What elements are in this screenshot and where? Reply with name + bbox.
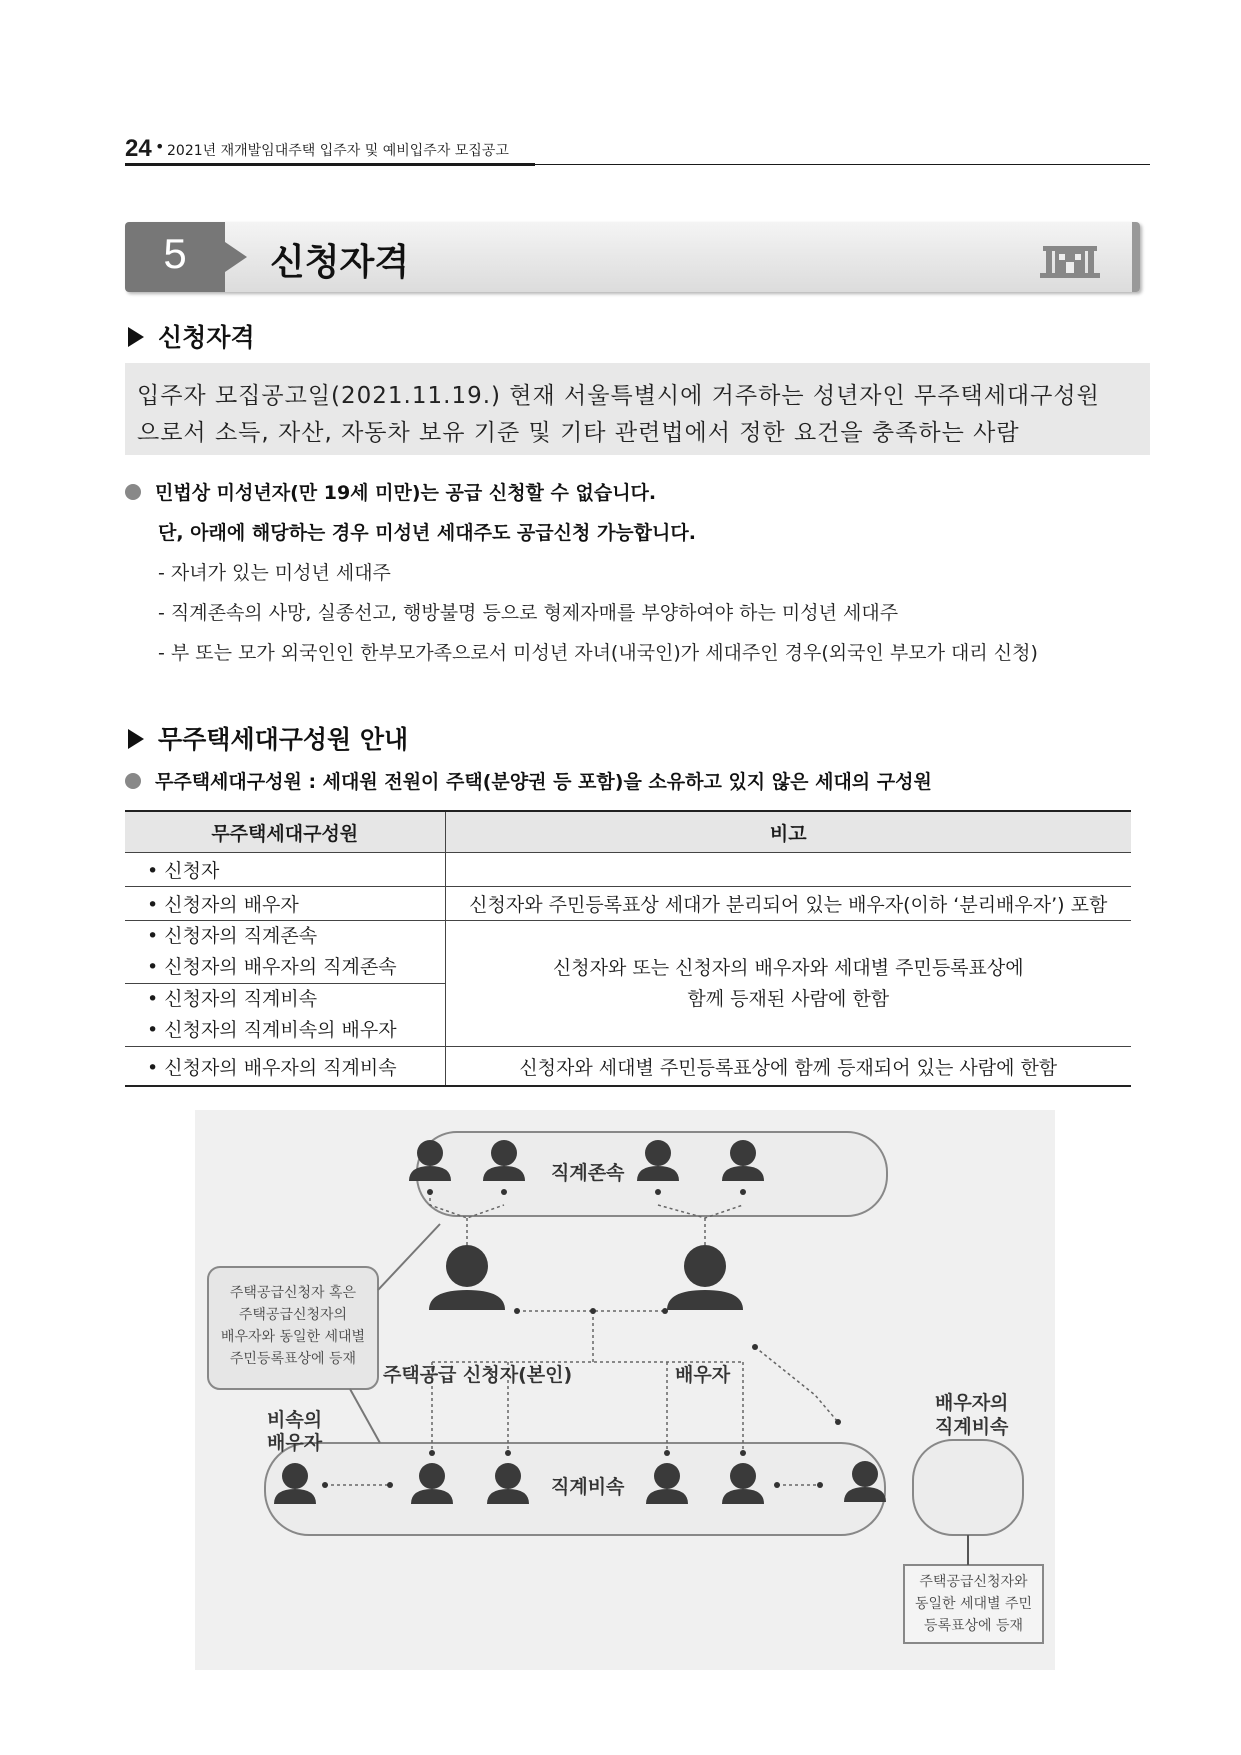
notice-exception: 단, 아래에 해당하는 경우 미성년 세대주도 공급신청 가능합니다. (158, 522, 696, 544)
qualification-line-2: 으로서 소득, 자산, 자동차 보유 기준 및 기타 관련법에서 정한 요건을 충족하는 사람 (137, 420, 1020, 446)
exception-item-1: - 자녀가 있는 미성년 세대주 (158, 562, 391, 584)
table-cell: • 신청자의 직계비속 • 신청자의 직계비속의 배우자 (125, 984, 445, 1047)
applicant-label: 주택공급 신청자(본인) (383, 1364, 573, 1386)
note-left: 주택공급신청자 혹은 주택공급신청자의 배우자와 동일한 세대별 주민등록표상에 등재 (220, 1285, 366, 1367)
separator-dot: • (155, 137, 165, 156)
building-icon (1040, 240, 1100, 278)
header-rule-thick (125, 163, 535, 166)
spouse-person-icon (667, 1245, 743, 1310)
family-diagram (195, 1110, 1055, 1670)
table-cell (445, 853, 1131, 887)
applicant-person-icon (429, 1245, 505, 1310)
household-definition: 무주택세대구성원 : 세대원 전원이 주택(분양권 등 포함)을 소유하고 있지 않은 세대의 구성원 (125, 767, 932, 794)
banner-arrow-icon (225, 242, 247, 272)
circle-bullet-icon (125, 484, 141, 500)
table-cell: • 신청자의 배우자 (125, 887, 445, 921)
triangle-bullet-icon (128, 327, 144, 347)
table-cell: 신청자와 주민등록표상 세대가 분리되어 있는 배우자(이하 ‘분리배우자’) 포함 (445, 887, 1131, 921)
document-title: 2021년 재개발임대주택 입주자 및 예비입주자 모집공고 (167, 143, 509, 159)
descendant-spouse-label-1: 비속의 (267, 1409, 323, 1431)
table-header-row (125, 811, 1131, 853)
household-table (125, 810, 1131, 1087)
qualification-box (125, 363, 1150, 455)
notice-minor: 민법상 미성년자(만 19세 미만)는 공급 신청할 수 없습니다. (125, 478, 656, 505)
column-header: 무주택세대구성원 (125, 811, 445, 853)
table-cell: • 신청자의 직계존속 • 신청자의 배우자의 직계존속 (125, 921, 445, 984)
household-heading: 무주택세대구성원 안내 (128, 720, 408, 756)
table-row (125, 921, 1131, 984)
qualification-line-1: 입주자 모집공고일(2021.11.19.) 현재 서울특별시에 거주하는 성년자인 무주택세대구성원 (137, 383, 1100, 409)
section-number-box (125, 222, 225, 292)
section-title: 신청자격 (270, 242, 410, 283)
descendant-spouse-label-2: 배우자 (267, 1432, 323, 1454)
descendants-label: 직계비속 (551, 1476, 625, 1498)
header-rule-thin (535, 164, 1150, 165)
circle-bullet-icon (125, 773, 141, 789)
running-header (125, 130, 1150, 166)
exception-item-2: - 직계존속의 사망, 실종선고, 행방불명 등으로 형제자매를 부양하여야 하는 미성년 세대주 (158, 602, 899, 624)
section-banner (125, 222, 1140, 292)
table-row (125, 853, 1131, 887)
table-cell: • 신청자의 배우자의 직계비속 (125, 1047, 445, 1087)
table-row (125, 887, 1131, 921)
spouse-descendant-label-1: 배우자의 (935, 1392, 1009, 1414)
qualification-heading: 신청자격 (128, 318, 255, 354)
table-cell-merged: 신청자와 또는 신청자의 배우자와 세대별 주민등록표상에 함께 등재된 사람에 한함 (445, 921, 1131, 1047)
column-header: 비고 (445, 811, 1131, 853)
ascendants-label: 직계존속 (551, 1162, 625, 1184)
spouse-descendant-box (913, 1440, 1023, 1535)
note-right: 주택공급신청자와 동일한 세대별 주민 등록표상에 등재 (914, 1574, 1033, 1634)
exception-item-3: - 부 또는 모가 외국인인 한부모가족으로서 미성년 자녀(내국인)가 세대주인 경우(외국인 부모가 대리 신청) (158, 642, 1038, 664)
table-row (125, 1047, 1131, 1087)
triangle-bullet-icon (128, 729, 144, 749)
table-cell: • 신청자 (125, 853, 445, 887)
section-number: 5 (163, 230, 187, 277)
spouse-label: 배우자 (675, 1364, 731, 1386)
table-cell: 신청자와 세대별 주민등록표상에 함께 등재되어 있는 사람에 한함 (445, 1047, 1131, 1087)
spouse-descendant-label-2: 직계비속 (935, 1416, 1009, 1438)
page-number: 24 (125, 135, 152, 162)
